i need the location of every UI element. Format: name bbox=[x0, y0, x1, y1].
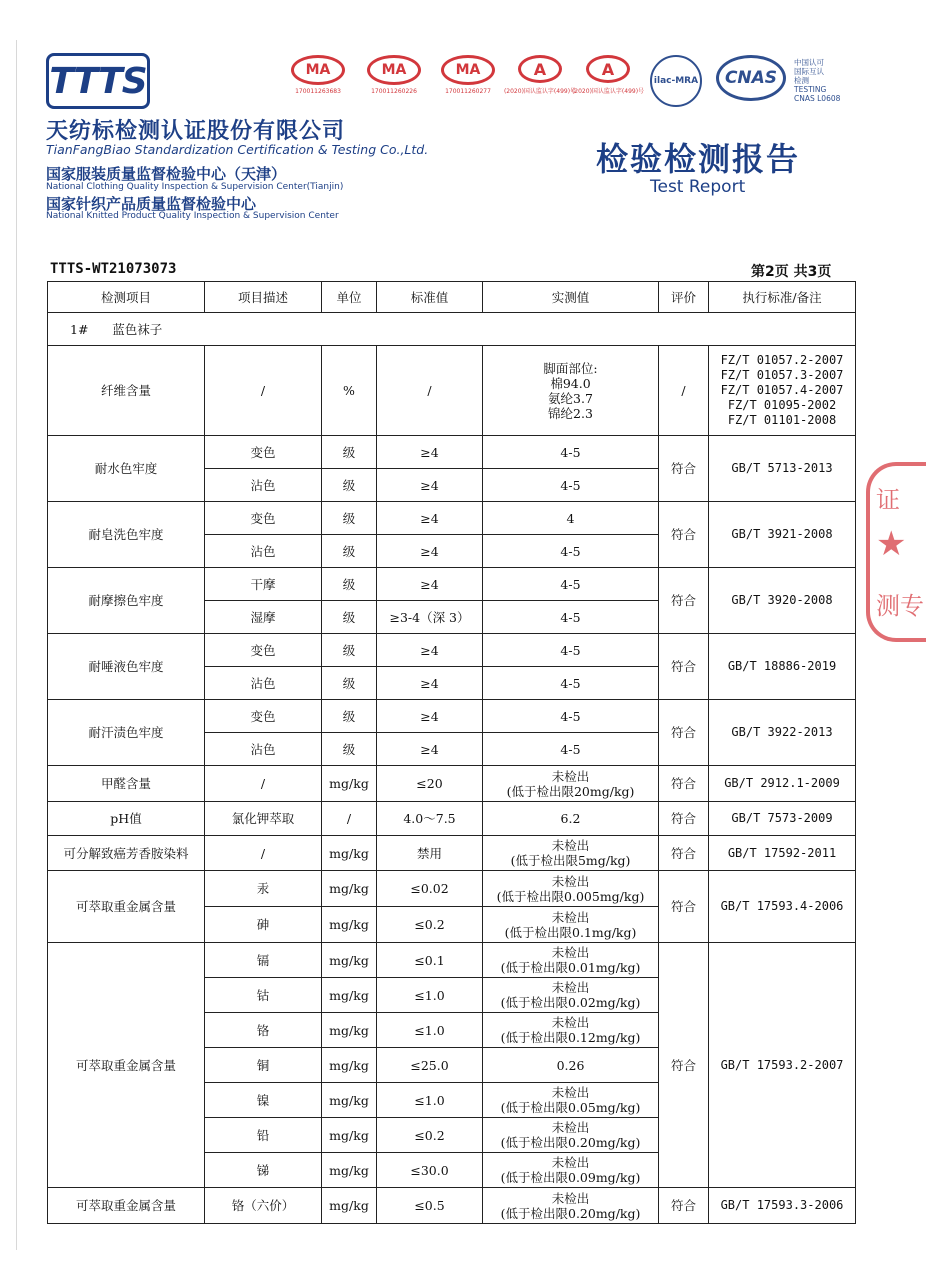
fiber-methods: FZ/T 01057.2-2007 FZ/T 01057.3-2007 FZ/T 01057.4-2007 FZ/T 01095-2002 FZ/T 01101-2008 bbox=[709, 346, 856, 436]
table-row: 耐摩擦色牢度 干摩 级 ≥4 4-5 符合 GB/T 3920-2008 bbox=[48, 568, 856, 601]
table-row: 钴 mg/kg ≤1.0 未检出 (低于检出限0.02mg/kg) bbox=[48, 978, 856, 1013]
report-number: TTTS-WT21073073 bbox=[50, 261, 177, 277]
test-results-table bbox=[47, 281, 856, 1224]
table-row: 锑 mg/kg ≤30.0 未检出 (低于检出限0.09mg/kg) bbox=[48, 1153, 856, 1188]
red-seal-stamp: 证 ★ 测专 bbox=[866, 462, 926, 642]
header-method: 执行标准/备注 bbox=[709, 282, 856, 313]
table-row: 砷 mg/kg ≤0.2 未检出 (低于检出限0.1mg/kg) bbox=[48, 907, 856, 943]
cnas-logo: CNAS bbox=[716, 55, 786, 101]
cnas-accreditation-text: 中国认可 国际互认 检测 TESTING CNAS L0608 bbox=[794, 58, 841, 103]
header-unit: 单位 bbox=[322, 282, 377, 313]
table-row: 沾色 级 ≥4 4-5 bbox=[48, 667, 856, 700]
table-row: 可萃取重金属含量 汞 mg/kg ≤0.02 未检出 (低于检出限0.005mg/kg) 符合 GB/T 17593.4-2006 bbox=[48, 871, 856, 907]
header-result: 实测值 bbox=[483, 282, 659, 313]
report-title-en: Test Report bbox=[650, 177, 746, 197]
center1-name-cn: 国家服装质量监督检验中心（天津） bbox=[46, 165, 287, 183]
sample-row bbox=[48, 313, 856, 346]
center2-name-cn: 国家针织产品质量监督检验中心 bbox=[46, 195, 257, 213]
fiber-result: 脚面部位: 棉94.0 氨纶3.7 锦纶2.3 bbox=[483, 346, 659, 436]
table-row: 铅 mg/kg ≤0.2 未检出 (低于检出限0.20mg/kg) bbox=[48, 1118, 856, 1153]
table-row: 可分解致癌芳香胺染料 / mg/kg 禁用 未检出 (低于检出限5mg/kg) 符合 GB/T 17592-2011 bbox=[48, 836, 856, 871]
logo-text: TTTS bbox=[49, 60, 147, 102]
sample-name: 蓝色袜子 bbox=[112, 321, 163, 337]
table-row: 耐水色牢度 变色 级 ≥4 4-5 符合 GB/T 5713-2013 bbox=[48, 436, 856, 469]
table-row: 可萃取重金属含量 铬（六价） mg/kg ≤0.5 未检出 (低于检出限0.20mg/kg) 符合 GB/T 17593.3-2006 bbox=[48, 1188, 856, 1224]
table-header-row bbox=[48, 282, 856, 313]
scan-edge-line bbox=[16, 40, 17, 1250]
center1-name-en: National Clothing Quality Inspection & Supervision Center(Tianjin) bbox=[46, 182, 344, 192]
table-row: 耐皂洗色牢度 变色 级 ≥4 4 符合 GB/T 3921-2008 bbox=[48, 502, 856, 535]
cal-mark-2: A (2020)国认监认字(499)号 bbox=[580, 55, 636, 95]
ilac-mra-logo: ilac-MRA bbox=[650, 55, 702, 107]
table-row: 沾色 级 ≥4 4-5 bbox=[48, 733, 856, 766]
header-standard: 标准值 bbox=[377, 282, 483, 313]
table-row: 耐唾液色牢度 变色 级 ≥4 4-5 符合 GB/T 18886-2019 bbox=[48, 634, 856, 667]
cma-mark-2: MA 170011260226 bbox=[366, 55, 422, 95]
table-row: 镍 mg/kg ≤1.0 未检出 (低于检出限0.05mg/kg) bbox=[48, 1083, 856, 1118]
table-row: 铜 mg/kg ≤25.0 0.26 bbox=[48, 1048, 856, 1083]
sample-number: 1# bbox=[70, 321, 89, 337]
table-row: 沾色 级 ≥4 4-5 bbox=[48, 469, 856, 502]
table-row: 甲醛含量 / mg/kg ≤20 未检出 (低于检出限20mg/kg) 符合 GB/T 2912.1-2009 bbox=[48, 766, 856, 802]
table-row: 沾色 级 ≥4 4-5 bbox=[48, 535, 856, 568]
table-row: 可萃取重金属含量 镉 mg/kg ≤0.1 未检出 (低于检出限0.01mg/kg) 符合 GB/T 17593.2-2007 bbox=[48, 943, 856, 978]
center2-name-en: National Knitted Product Quality Inspection & Supervision Center bbox=[46, 211, 339, 221]
ttts-logo bbox=[46, 53, 150, 109]
table-row: 铬 mg/kg ≤1.0 未检出 (低于检出限0.12mg/kg) bbox=[48, 1013, 856, 1048]
table-row: 耐汗渍色牢度 变色 级 ≥4 4-5 符合 GB/T 3922-2013 bbox=[48, 700, 856, 733]
company-name-en: TianFangBiao Standardization Certification & Testing Co.,Ltd. bbox=[46, 142, 429, 157]
cma-mark-1: MA 170011263683 bbox=[290, 55, 346, 95]
table-row: 纤维含量 / % / 脚面部位: 棉94.0 氨纶3.7 锦纶2.3 / FZ/T 01057.2-2007 FZ/T 01057.3-2007 FZ/T 01057.4-2007 FZ/T 01095-2002 FZ/T 01101-2008 bbox=[48, 346, 856, 436]
report-title-cn: 检验检测报告 bbox=[596, 140, 801, 178]
page-indicator: 第2页 共3页 bbox=[751, 264, 832, 280]
table-row: 湿摩 级 ≥3-4（深 3） 4-5 bbox=[48, 601, 856, 634]
cal-mark-1: A (2020)国认监认字(499)号 bbox=[512, 55, 568, 95]
header-evaluation: 评价 bbox=[659, 282, 709, 313]
cma-mark-3: MA 170011260277 bbox=[440, 55, 496, 95]
table-row: pH值 氯化钾萃取 / 4.0～7.5 6.2 符合 GB/T 7573-2009 bbox=[48, 802, 856, 836]
company-name-cn: 天纺标检测认证股份有限公司 bbox=[46, 119, 346, 144]
header-description: 项目描述 bbox=[205, 282, 322, 313]
header-item: 检测项目 bbox=[48, 282, 205, 313]
